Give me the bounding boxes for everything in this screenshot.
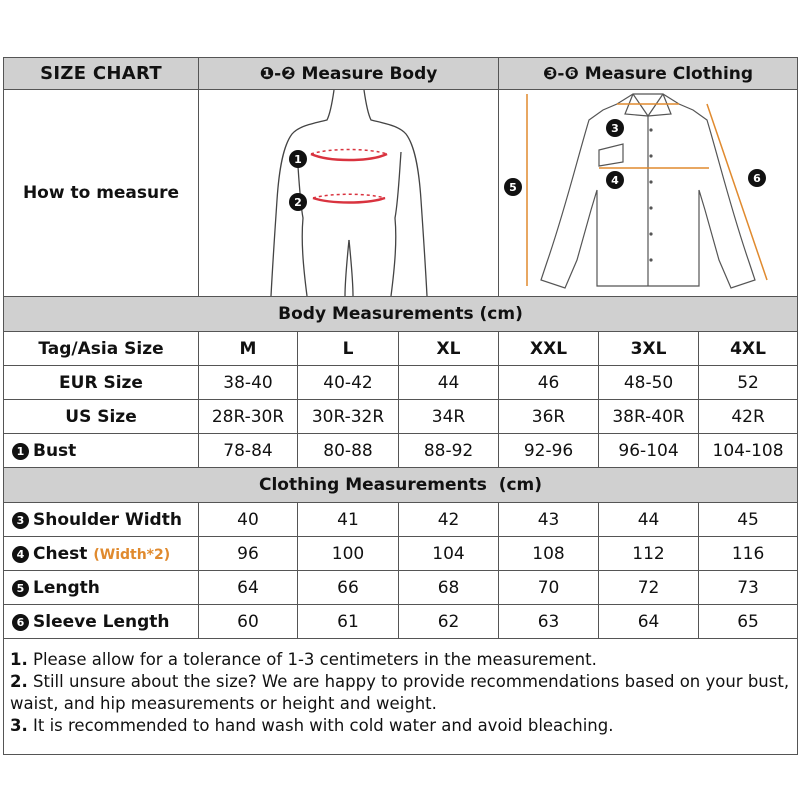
us-size-cell: 34R — [399, 400, 499, 434]
svg-text:5: 5 — [509, 181, 517, 194]
length-cell: 66 — [298, 571, 399, 605]
us-size-cell: 42R — [699, 400, 798, 434]
svg-text:4: 4 — [611, 174, 619, 187]
note-2 — [10, 671, 791, 715]
length-label-text: Length — [33, 577, 100, 598]
bust-cell: 78-84 — [199, 434, 298, 468]
note-3-text: It is recommended to hand wash with cold water and avoid bleaching. — [33, 716, 614, 735]
cloth-marker-3 — [606, 119, 624, 137]
us-size-row — [4, 400, 798, 434]
note-2-text: Still unsure about the size? We are happy to provide recommendations based on your bust, waist, and hip measurements or height and weight. — [10, 672, 790, 713]
measure-body-title: Measure Body — [301, 63, 438, 84]
sleeve-length-text: Sleeve Length — [33, 611, 170, 632]
chest-cell: 104 — [399, 537, 499, 571]
note-1-num: 1. — [10, 650, 28, 669]
length-cell: 73 — [699, 571, 798, 605]
bust-label — [4, 434, 199, 468]
svg-text:3: 3 — [611, 122, 619, 135]
length-cell: 70 — [499, 571, 599, 605]
sleeve-length-cell: 65 — [699, 605, 798, 639]
sleeve-length-row — [4, 605, 798, 639]
measure-clothing-header — [499, 58, 798, 90]
eur-size-row — [4, 366, 798, 400]
note-1-text: Please allow for a tolerance of 1-3 centimeters in the measurement. — [33, 650, 597, 669]
shoulder-width-text: Shoulder Width — [33, 509, 182, 530]
shoulder-marker: 3 — [12, 512, 29, 529]
length-row — [4, 571, 798, 605]
length-label — [4, 571, 199, 605]
chest-cell: 100 — [298, 537, 399, 571]
notes-row — [4, 639, 798, 755]
shoulder-width-label — [4, 503, 199, 537]
how-to-measure-row — [4, 90, 798, 297]
svg-text:2: 2 — [294, 196, 302, 209]
note-1 — [10, 649, 791, 671]
note-3-num: 3. — [10, 716, 28, 735]
cloth-marker-4 — [606, 171, 624, 189]
tag-size-cell: XL — [399, 332, 499, 366]
bust-cell: 88-92 — [399, 434, 499, 468]
chest-cell: 96 — [199, 537, 298, 571]
chest-width-note: (Width*2) — [93, 546, 171, 563]
bust-cell: 96-104 — [599, 434, 699, 468]
length-marker: 5 — [12, 580, 29, 597]
tag-size-cell: 4XL — [699, 332, 798, 366]
eur-size-cell: 48-50 — [599, 366, 699, 400]
bust-label-text: Bust — [33, 440, 77, 461]
clothing-measurements-header: Clothing Measurements (cm) — [4, 468, 798, 503]
bust-row — [4, 434, 798, 468]
us-size-cell: 28R-30R — [199, 400, 298, 434]
measure-clothing-title: Measure Clothing — [584, 63, 754, 84]
cloth-marker-6 — [748, 169, 766, 187]
chest-cell: 116 — [699, 537, 798, 571]
shoulder-width-row — [4, 503, 798, 537]
body-measurements-header: Body Measurements (cm) — [4, 297, 798, 332]
tag-size-cell: XXL — [499, 332, 599, 366]
clothing-measurements-row — [4, 468, 798, 503]
us-size-cell: 38R-40R — [599, 400, 699, 434]
shoulder-width-cell: 43 — [499, 503, 599, 537]
sleeve-length-cell: 61 — [298, 605, 399, 639]
shoulder-width-cell: 40 — [199, 503, 298, 537]
shirt-figure — [499, 90, 798, 297]
chest-cell: 108 — [499, 537, 599, 571]
sleeve-length-cell: 64 — [599, 605, 699, 639]
svg-text:6: 6 — [753, 172, 761, 185]
shoulder-width-cell: 45 — [699, 503, 798, 537]
tag-size-cell: 3XL — [599, 332, 699, 366]
tag-size-row — [4, 332, 798, 366]
sleeve-length-cell: 60 — [199, 605, 298, 639]
chest-label — [4, 537, 199, 571]
tag-size-cell: L — [298, 332, 399, 366]
bust-cell: 104-108 — [699, 434, 798, 468]
shoulder-width-cell: 41 — [298, 503, 399, 537]
bust-cell: 92-96 — [499, 434, 599, 468]
length-cell: 64 — [199, 571, 298, 605]
chest-label-text: Chest — [33, 543, 88, 564]
body-measurements-row — [4, 297, 798, 332]
note-3 — [10, 715, 791, 737]
tag-size-cell: M — [199, 332, 298, 366]
sleeve-marker: 6 — [12, 614, 29, 631]
eur-size-cell: 40-42 — [298, 366, 399, 400]
eur-size-cell: 52 — [699, 366, 798, 400]
sleeve-length-label — [4, 605, 199, 639]
body-silhouette-icon — [199, 90, 499, 296]
sleeve-length-cell: 62 — [399, 605, 499, 639]
bust-marker: 1 — [12, 443, 29, 460]
shoulder-width-cell: 44 — [599, 503, 699, 537]
cloth-steps-prefix: ❸-❻ — [543, 63, 579, 84]
us-size-cell: 30R-32R — [298, 400, 399, 434]
bust-cell: 80-88 — [298, 434, 399, 468]
note-2-num: 2. — [10, 672, 28, 691]
eur-size-cell: 44 — [399, 366, 499, 400]
chest-cell: 112 — [599, 537, 699, 571]
svg-text:1: 1 — [294, 153, 302, 166]
sleeve-length-cell: 63 — [499, 605, 599, 639]
size-chart-title: SIZE CHART — [4, 58, 199, 90]
body-marker-1 — [289, 150, 307, 168]
eur-size-label: EUR Size — [4, 366, 199, 400]
shoulder-width-cell: 42 — [399, 503, 499, 537]
chest-marker: 4 — [12, 546, 29, 563]
cloth-marker-5 — [504, 178, 522, 196]
chest-row — [4, 537, 798, 571]
us-size-label: US Size — [4, 400, 199, 434]
length-cell: 72 — [599, 571, 699, 605]
how-to-measure-label: How to measure — [4, 90, 199, 297]
body-steps-prefix: ❶-❷ — [259, 63, 296, 84]
length-cell: 68 — [399, 571, 499, 605]
size-chart-table — [3, 57, 798, 755]
notes-block — [4, 639, 798, 755]
eur-size-cell: 38-40 — [199, 366, 298, 400]
tag-size-label: Tag/Asia Size — [4, 332, 199, 366]
us-size-cell: 36R — [499, 400, 599, 434]
body-figure — [199, 90, 499, 297]
chart-header-row — [4, 58, 798, 90]
measure-body-header — [199, 58, 499, 90]
shirt-icon — [499, 90, 798, 296]
body-marker-2 — [289, 193, 307, 211]
eur-size-cell: 46 — [499, 366, 599, 400]
